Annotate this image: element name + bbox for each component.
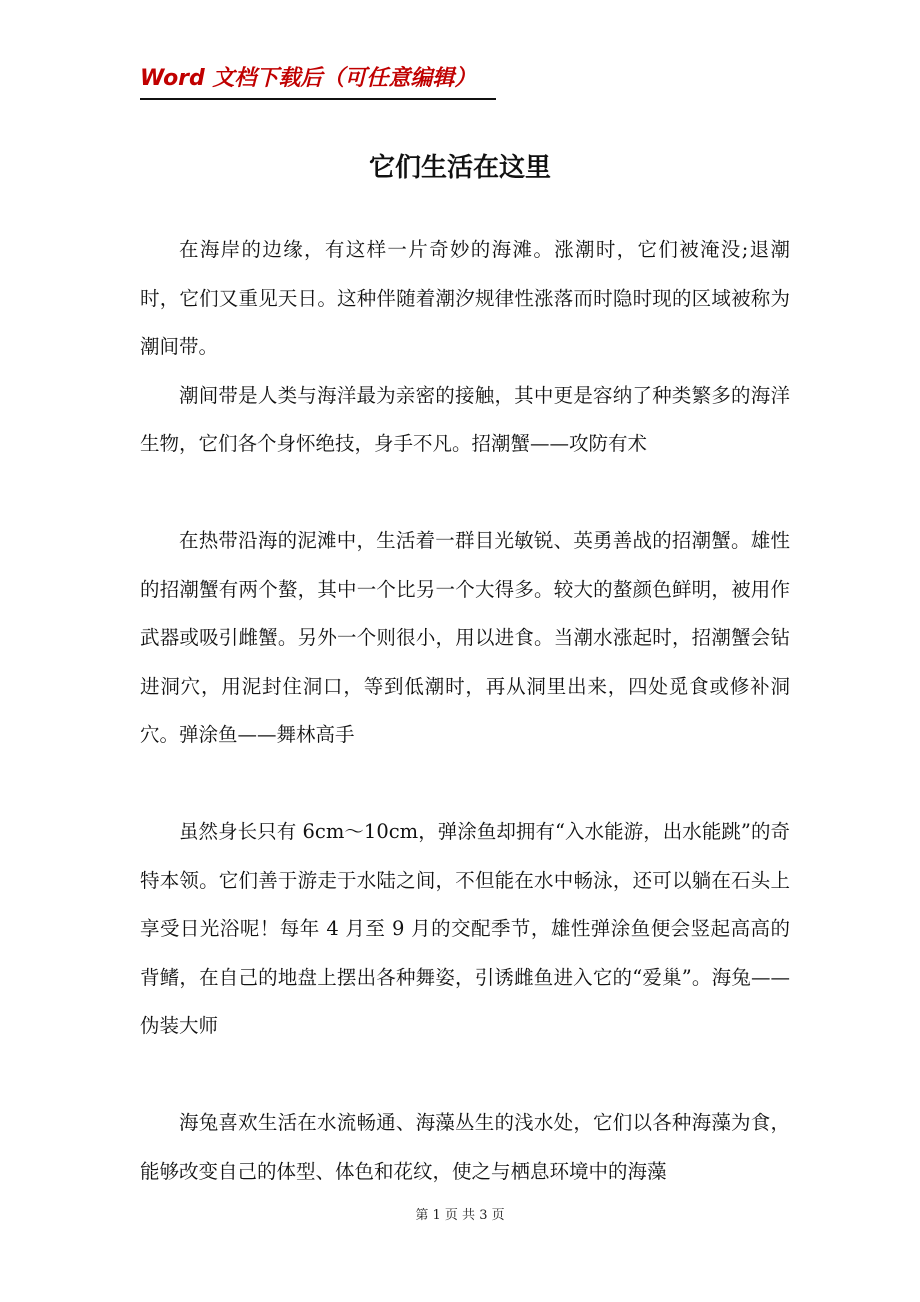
paragraph-2: 潮间带是人类与海洋最为亲密的接触，其中更是容纳了种类繁多的海洋生物，它们各个身怀绝技，身手不凡。招潮蟹——攻防有术 (140, 383, 790, 455)
paragraph-gap (140, 1051, 790, 1100)
paragraph-3: 在热带沿海的泥滩中，生活着一群目光敏锐、英勇善战的招潮蟹。雄性的招潮蟹有两个螯，其中一个比另一个大得多。较大的螯颜色鲜明，被用作武器或吸引雌蟹。另外一个则很小，用以进食。当潮水涨起时，招潮蟹会钻进洞穴，用泥封住洞口，等到低潮时，再从洞里出来，四处觅食或修补洞穴。弹涂鱼——舞林高手 (140, 529, 790, 746)
paragraph-5: 海兔喜欢生活在水流畅通、海藻丛生的浅水处，它们以各种海藻为食，能够改变自己的体型、体色和花纹，使之与栖息环境中的海藻 (140, 1111, 790, 1183)
page-footer: 第 1 页 共 3 页 (415, 1208, 505, 1223)
document-body (140, 226, 790, 1196)
header-text: Word 文档下载后（可任意编辑） (140, 66, 477, 91)
paragraph-1: 在海岸的边缘，有这样一片奇妙的海滩。涨潮时，它们被淹没;退潮时，它们又重见天日。这种伴随着潮汐规律性涨落而时隐时现的区域被称为潮间带。 (140, 238, 790, 358)
document-header (140, 64, 496, 100)
document-title: 它们生活在这里 (368, 153, 551, 183)
paragraph-gap (140, 469, 790, 518)
paragraph-gap (140, 760, 790, 809)
paragraph-4: 虽然身长只有 6cm～10cm，弹涂鱼却拥有“入水能游，出水能跳”的奇特本领。它们善于游走于水陆之间，不但能在水中畅泳，还可以躺在石头上享受日光浴呢！每年 4 月至 9 月的交配季节，雄性弹涂鱼便会竖起高高的背鳍，在自己的地盘上摆出各种舞姿，引诱雌鱼进入它的“爱巢”。海兔——伪装大师 (140, 820, 790, 1037)
